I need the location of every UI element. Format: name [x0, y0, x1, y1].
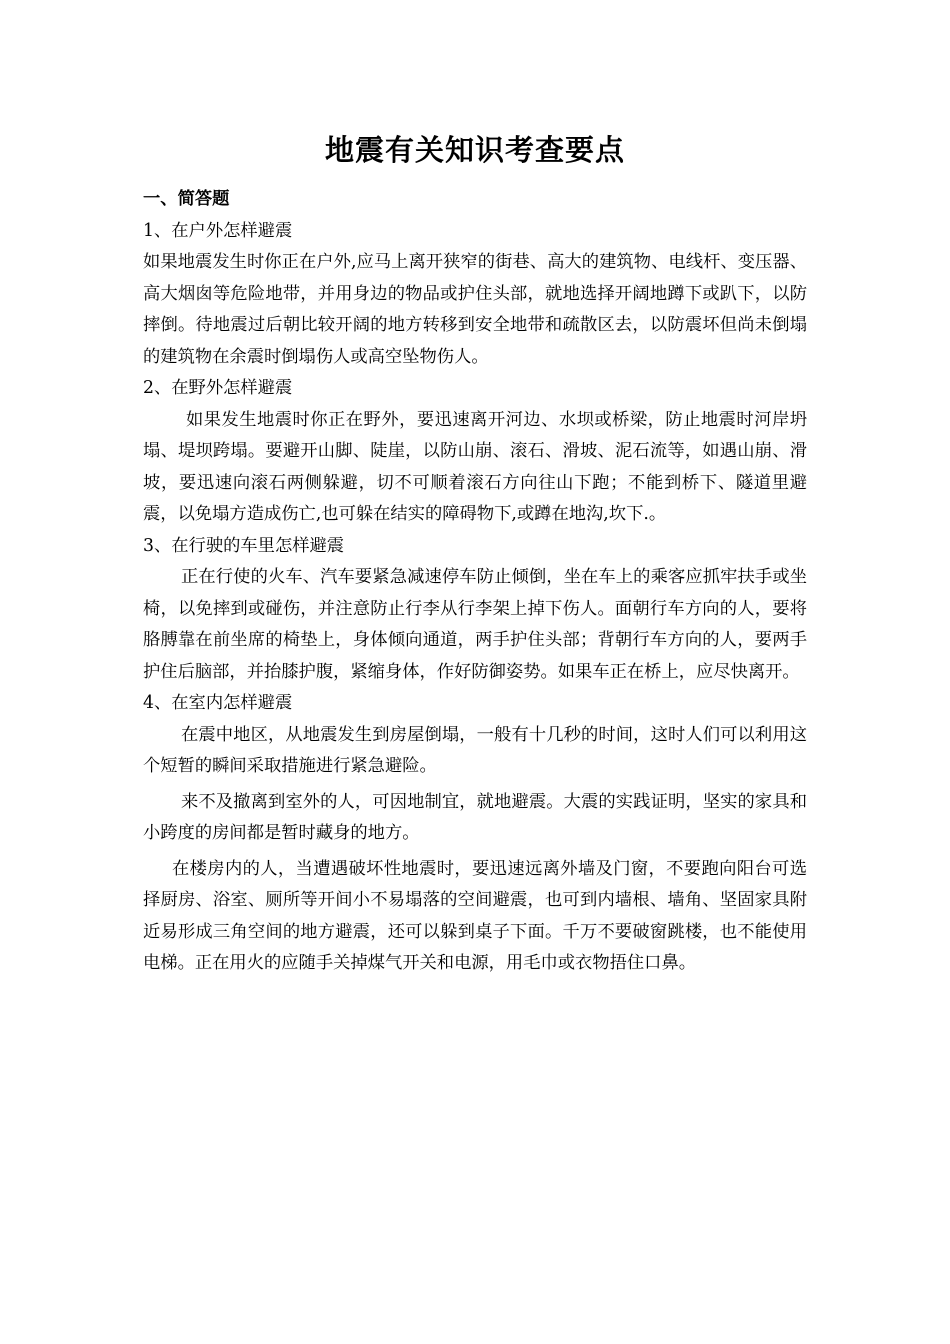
item-heading-2: 2、在野外怎样避震: [143, 378, 293, 398]
item-heading-4: 4、在室内怎样避震: [143, 693, 293, 713]
section-title: 一、简答题: [143, 189, 230, 209]
item-paragraph-1-1: 如果地震发生时你正在户外,应马上离开狭窄的街巷、高大的建筑物、电线杆、变压器、高大烟囱等危险地带，并用身边的物品或护住头部，就地选择开阔地蹲下或趴下，以防摔倒。待地震过后朝比较开阔的地方转移到安全地带和疏散区去，以防震坏但尚未倒塌的建筑物在余震时倒塌伤人或高空坠物伤人。: [143, 252, 807, 367]
item-paragraph-3-1: 正在行使的火车、汽车要紧急减速停车防止倾倒，坐在车上的乘客应抓牢扶手或坐椅，以免摔到或碰伤，并注意防止行李从行李架上掉下伤人。面朝行车方向的人，要将胳膊靠在前坐席的椅垫上，身体倾向通道，两手护住头部；背朝行车方向的人，要两手护住后脑部，并抬膝护腹，紧缩身体，作好防御姿势。如果车正在桥上，应尽快离开。: [143, 567, 807, 682]
document-title: 地震有关知识考查要点: [324, 133, 625, 167]
item-paragraph-4-1: 在震中地区，从地震发生到房屋倒塌，一般有十几秒的时间，这时人们可以利用这个短暂的瞬间采取措施进行紧急避险。: [143, 724, 807, 776]
item-paragraph-4-2: 来不及撤离到室外的人，可因地制宜，就地避震。大震的实践证明，坚实的家具和小跨度的房间都是暂时藏身的地方。: [143, 791, 807, 843]
item-paragraph-4-3: 在楼房内的人，当遭遇破坏性地震时，要迅速远离外墙及门窗，不要跑向阳台可选择厨房、浴室、厕所等开间小不易塌落的空间避震，也可到内墙根、墙角、坚固家具附近易形成三角空间的地方避震，还可以躲到桌子下面。千万不要破窗跳楼，也不能使用电梯。正在用火的应随手关掉煤气开关和电源，用毛巾或衣物捂住口鼻。: [143, 858, 807, 973]
item-heading-3: 3、在行驶的车里怎样避震: [143, 535, 345, 556]
document-body: [143, 184, 807, 980]
item-paragraph-2-1: 如果发生地震时你正在野外，要迅速离开河边、水坝或桥梁，防止地震时河岸坍塌、堤坝跨塌。要避开山脚、陡崖，以防山崩、滚石、滑坡、泥石流等，如遇山崩、滑坡，要迅速向滚石两侧躲避，切不可顺着滚石方向往山下跑；不能到桥下、隧道里避震，以免塌方造成伤亡,也可躲在结实的障碍物下,或蹲在地沟,坎下.。: [143, 409, 807, 524]
item-heading-1: 1、在户外怎样避震: [143, 220, 293, 241]
